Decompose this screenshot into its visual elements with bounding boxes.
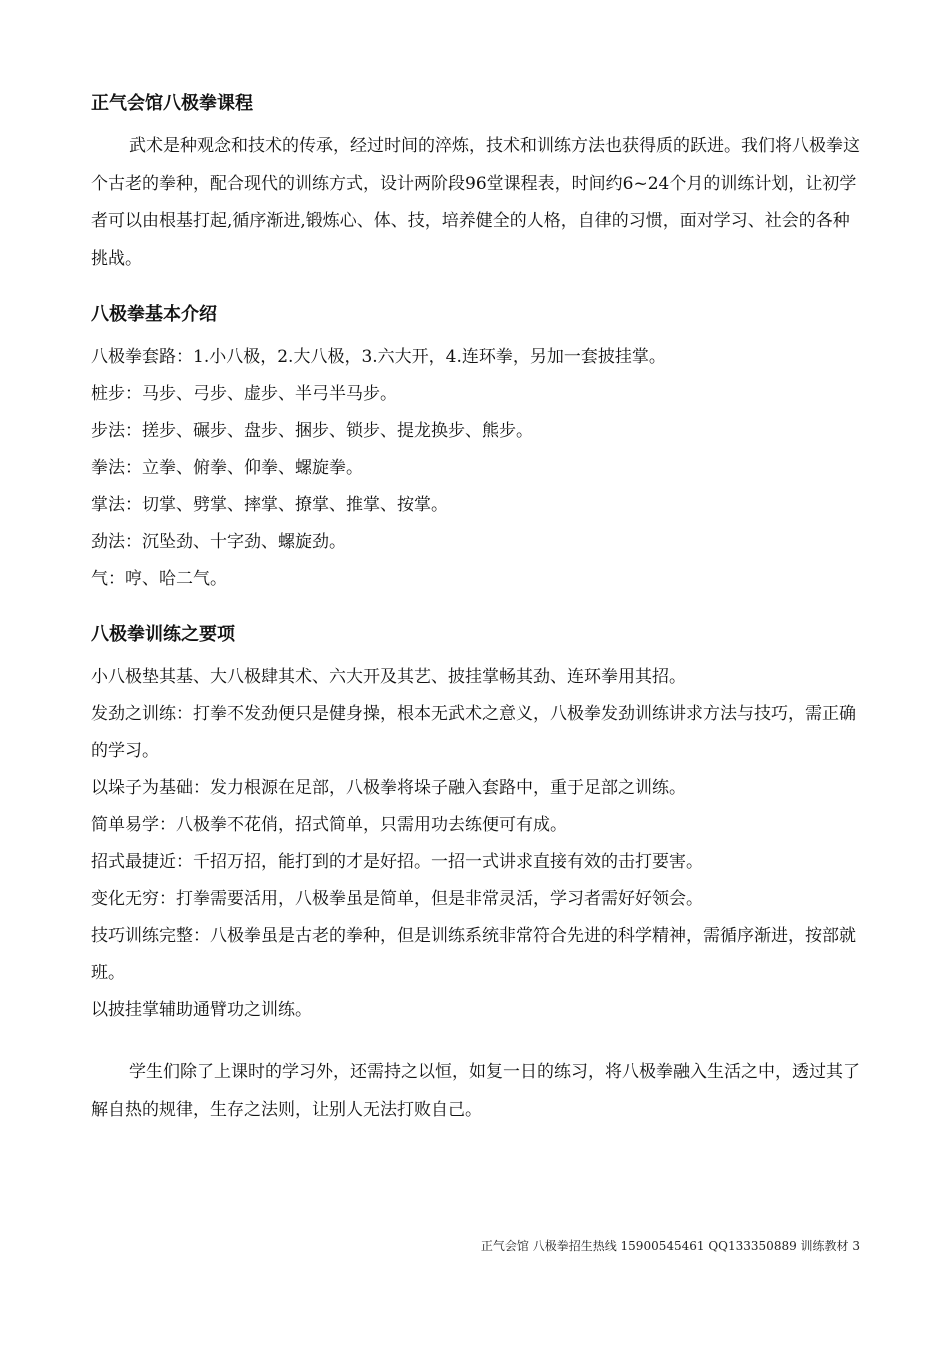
basic-intro-line: 拳法：立拳、俯拳、仰拳、螺旋拳。	[91, 458, 363, 478]
essential-item: 变化无穷：打拳需要活用，八极拳虽是简单，但是非常灵活，学习者需好好领会。	[91, 889, 703, 909]
basic-intro-line: 气：哼、哈二气。	[91, 569, 227, 589]
essential-item: 发劲之训练：打拳不发劲便只是健身操，根本无武术之意义，八极拳发劲训练讲求方法与技巧，需正确的学习。	[91, 704, 856, 761]
essential-item: 以垛子为基础：发力根源在足部，八极拳将垛子融入套路中，重于足部之训练。	[91, 778, 686, 798]
basic-intro-line: 桩步：马步、弓步、虚步、半弓半马步。	[91, 384, 397, 404]
basic-intro-line: 掌法：切掌、劈掌、摔掌、撩掌、推掌、按掌。	[91, 495, 448, 515]
essential-item: 简单易学：八极拳不花俏，招式简单，只需用功去练便可有成。	[91, 815, 567, 835]
page-footer: 正气会馆 八极拳招生热线 15900545461 QQ133350889 训练教材 3	[480, 1239, 860, 1253]
course-title: 正气会馆八极拳课程	[91, 93, 253, 114]
basic-intro-line: 步法：搓步、碾步、盘步、捆步、锁步、提龙换步、熊步。	[91, 421, 533, 441]
closing-paragraph: 学生们除了上课时的学习外，还需持之以恒，如复一日的练习，将八极拳融入生活之中，透过其了解自热的规律，生存之法则，让别人无法打败自己。	[91, 1062, 860, 1120]
basic-intro-line: 八极拳套路：1.小八极，2.大八极，3.六大开，4.连环拳，另加一套披挂掌。	[91, 347, 666, 367]
essential-item: 以披挂掌辅助通臂功之训练。	[91, 1000, 312, 1020]
document-page	[91, 92, 863, 1154]
course-intro-section	[91, 92, 863, 278]
course-intro-paragraph: 武术是种观念和技术的传承，经过时间的淬炼，技术和训练方法也获得质的跃进。我们将八极拳这个古老的拳种，配合现代的训练方式，设计两阶段96堂课程表，时间约6~24个月的训练计划，让初学者可以由根基打起,循序渐进,锻炼心、体、技，培养健全的人格，自律的习惯，面对学习、社会的各种挑战。	[91, 136, 860, 269]
training-essentials-heading: 八极拳训练之要项	[91, 624, 235, 645]
basic-intro-heading: 八极拳基本介绍	[91, 304, 217, 325]
closing-section	[91, 1054, 863, 1129]
essential-item: 小八极垫其基、大八极肆其术、六大开及其艺、披挂掌畅其劲、连环拳用其招。	[91, 667, 686, 687]
basic-intro-section	[91, 303, 863, 598]
basic-intro-line: 劲法：沉坠劲、十字劲、螺旋劲。	[91, 532, 346, 552]
essential-item: 技巧训练完整：八极拳虽是古老的拳种，但是训练系统非常符合先进的科学精神，需循序渐进，按部就班。	[91, 926, 856, 983]
training-essentials-section	[91, 623, 863, 1029]
essential-item: 招式最捷近：千招万招，能打到的才是好招。一招一式讲求直接有效的击打要害。	[91, 852, 703, 872]
